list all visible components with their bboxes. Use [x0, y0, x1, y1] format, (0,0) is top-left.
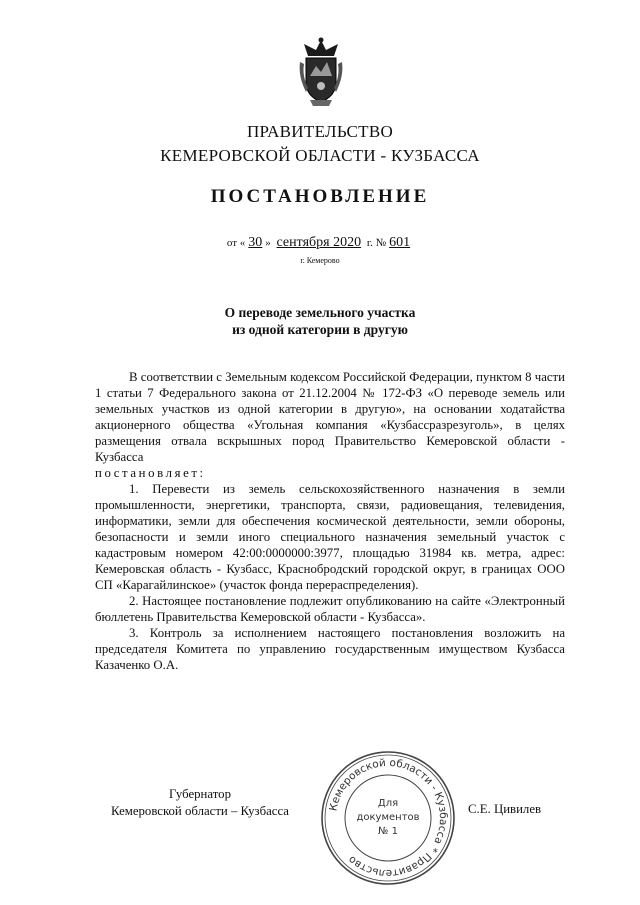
city-label: г. Кемерово: [300, 256, 340, 265]
date-prefix: от «: [226, 237, 246, 249]
government-name-line2: КЕМЕРОВСКОЙ ОБЛАСТИ - КУЗБАССА: [160, 146, 480, 165]
preamble-paragraph: В соответствии с Земельным кодексом Российской Федерации, пунктом 8 части 1 статьи 7 Федерального закона от 21.12.2004 № 172-ФЗ «О переводе земель или земельных участков из одной категории в другую», на основании ходатайства акционерного общества «Угольная компания «Кузбассразрезуголь», в целях размещения отвала вскрышных пород Правительство Кемеровской области - Кузбасса: [95, 370, 565, 464]
subject-line2: из одной категории в другую: [232, 322, 408, 337]
document-number: 601: [389, 235, 411, 250]
date-month-year: сентября 2020: [276, 235, 362, 250]
signatory-title: [90, 786, 310, 820]
date-mid: »: [265, 237, 271, 249]
document-body: [95, 369, 565, 673]
date-number-line: [0, 235, 640, 251]
signatory-title-line2: Кемеровской области – Кузбасса: [111, 804, 289, 818]
subject-line1: О переводе земельного участка: [224, 305, 416, 320]
stamp-center-line3: № 1: [378, 826, 398, 837]
stamp-center-line1: Для: [377, 798, 399, 809]
date-year-suffix: г.: [366, 237, 373, 249]
signatory-name: С.Е. Цивилев: [468, 802, 542, 816]
official-seal-stamp: [318, 748, 458, 888]
stamp-ring-text: Кемеровской области - Кузбасса * Правительство: [327, 756, 450, 880]
item-2-paragraph: 2. Настоящее постановление подлежит опубликованию на сайте «Электронный бюллетень Правительства Кемеровской области - Кузбасса».: [95, 594, 565, 624]
number-prefix: №: [375, 237, 387, 249]
document-subject: [0, 304, 640, 338]
item-1-paragraph: 1. Перевести из земель сельскохозяйственного назначения в земли промышленности, энергетики, транспорта, связи, радиовещания, телевидения, информатики, земли для обеспечения космической деятельности, земли обороны, безопасности и земли иного специального назначения земельный участок с кадастровым номером 42:00:0000000:3977, площадью 31984 кв. метра, адрес: Кемеровская область - Кузбасс, Краснобродский городской округ, в границах ООО СП «Карагайлинское» (участок фонда перераспределения).: [95, 482, 565, 592]
government-name-line1: ПРАВИТЕЛЬСТВО: [246, 122, 394, 141]
signatory-title-line1: Губернатор: [169, 787, 231, 801]
decree-word: постановляет:: [95, 466, 206, 480]
stamp-center-line2: документов: [356, 812, 420, 823]
date-day: 30: [248, 235, 263, 250]
coat-of-arms-emblem: [296, 36, 346, 108]
document-type-title: ПОСТАНОВЛЕНИЕ: [210, 186, 430, 207]
item-3-paragraph: 3. Контроль за исполнением настоящего постановления возложить на председателя Комитета по управлению государственным имуществом Кузбасса Казаченко О.А.: [95, 626, 565, 672]
